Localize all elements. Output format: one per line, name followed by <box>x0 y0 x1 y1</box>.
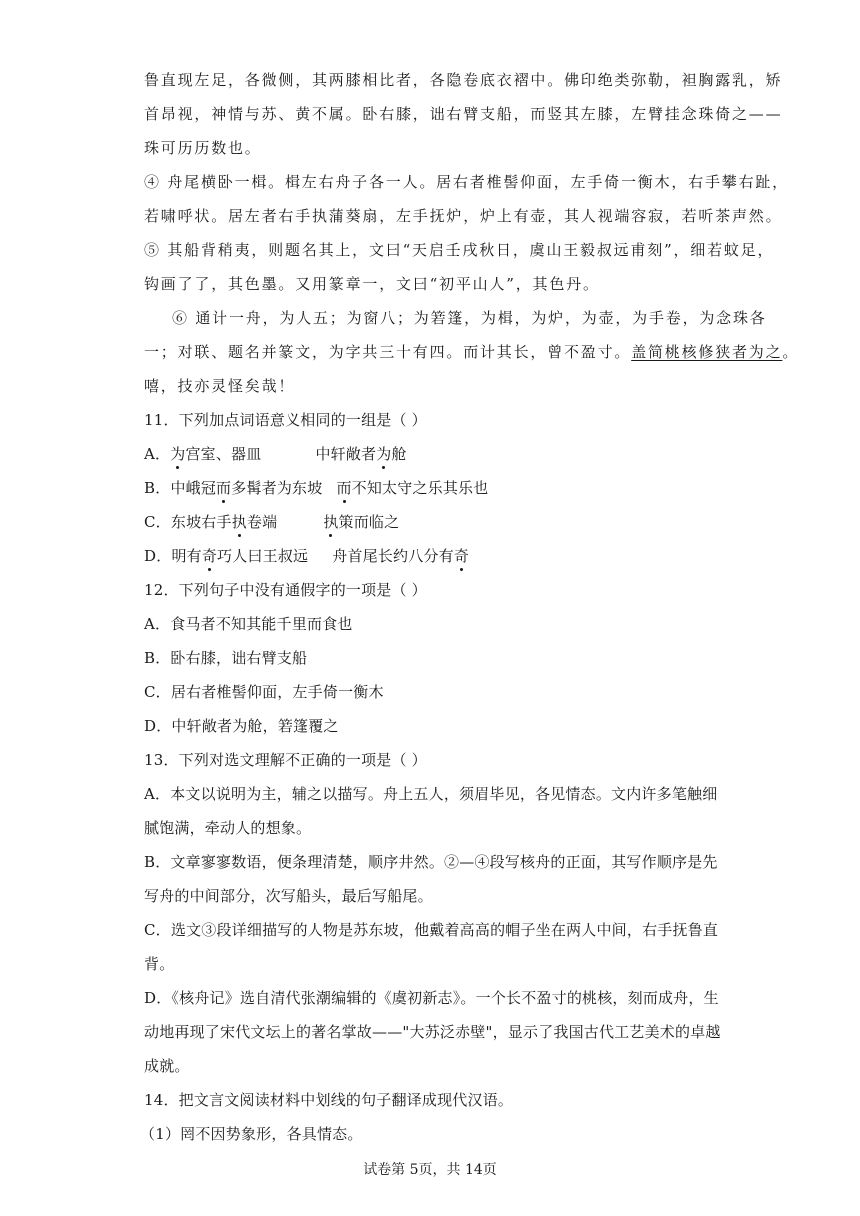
question-11-stem: 11．下列加点词语意义相同的一组是（ ） <box>144 411 427 429</box>
option-text: 多髯者为东坡 <box>231 479 323 497</box>
option-text: 巧人曰王叔远 <box>217 547 309 565</box>
question-12-option-b: B．卧右膝，诎右臂支船 <box>144 649 308 667</box>
question-14-stem: 14．把文言文阅读材料中划线的句子翻译成现代汉语。 <box>144 1091 514 1109</box>
question-14-sub-1: （1）罔不因势象形，各具情态。 <box>140 1125 363 1143</box>
question-12-option-c: C．居右者椎髻仰面，左手倚一衡木 <box>144 683 384 701</box>
question-13-option-c: C．选文③段详细描写的人物是苏东坡，他戴着高高的帽子坐在两人中间，右手抚鲁直 <box>144 921 719 939</box>
option-text: 舟首尾长约八分有 <box>332 547 454 565</box>
passage-paragraph-4-line: ④ 舟尾横卧一楫。楫左右舟子各一人。居右者椎髻仰面，左手倚一衡木，右手攀右趾， <box>144 173 789 191</box>
option-label: A． <box>144 445 171 463</box>
option-text: 舱 <box>391 445 407 463</box>
passage-line: 首昂视，神情与苏、黄不属。卧右膝，诎右臂支船，而竖其左膝，左臂挂念珠倚之—— <box>144 105 783 123</box>
passage-paragraph-6-line: 嘻，技亦灵怪矣哉！ <box>144 377 296 395</box>
passage-paragraph-6-line <box>144 342 799 362</box>
option-text: 不知太守之乐其乐也 <box>351 479 489 497</box>
dotted-word: 为 <box>170 445 186 463</box>
underlined-sentence: 盖简桃核修狭者为之 <box>631 343 783 361</box>
dotted-word: 执 <box>323 513 339 531</box>
option-text: 策而临之 <box>338 513 400 531</box>
passage-paragraph-5-line: 钩画了了，其色墨。又用篆章一，文曰“初平山人”，其色丹。 <box>144 275 600 293</box>
passage-line: 珠可历历数也。 <box>144 139 262 157</box>
question-11-option-d <box>144 546 469 566</box>
question-13-option-a-cont: 腻饱满，牵动人的想象。 <box>144 819 312 837</box>
option-text: 中峨冠 <box>170 479 217 497</box>
question-13-option-a: A．本文以说明为主，辅之以描写。舟上五人，须眉毕见，各见情态。文内许多笔触细 <box>144 785 718 803</box>
dotted-word: 而 <box>216 479 232 497</box>
dotted-word: 为 <box>376 445 392 463</box>
question-11-option-b <box>144 478 488 498</box>
question-12-option-a: A．食马者不知其能千里而食也 <box>144 615 353 633</box>
question-12-option-d: D．中轩敞者为舱，箬篷覆之 <box>144 717 339 735</box>
dotted-word: 奇 <box>201 547 218 565</box>
option-text: 卷端 <box>246 513 278 531</box>
page-footer: 试卷第 5页，共 14页 <box>363 1162 497 1178</box>
passage-text: 。 <box>782 343 800 361</box>
passage-text: 一；对联、题名并篆文，为字共三十有四。而计其长，曾不盈寸。 <box>144 343 632 361</box>
option-text: 宫室、器皿 <box>185 445 262 463</box>
option-text: 中轩敞者 <box>315 445 377 463</box>
question-13-stem: 13．下列对选文理解不正确的一项是（ ） <box>144 751 427 769</box>
question-13-option-d-cont: 成就。 <box>144 1057 190 1075</box>
passage-paragraph-6-line: ⑥ 通计一舟，为人五；为窗八；为箬篷，为楫，为炉，为壶，为手卷，为念珠各 <box>172 309 767 327</box>
question-13-option-d-cont: 动地再现了宋代文坛上的著名掌故——"大苏泛赤壁"，显示了我国古代工艺美术的卓越 <box>144 1023 721 1041</box>
option-label: B． <box>144 479 171 497</box>
dotted-word: 而 <box>336 479 352 497</box>
option-text: 东坡右手 <box>170 513 232 531</box>
question-11-option-c <box>144 512 399 532</box>
question-12-stem: 12．下列句子中没有通假字的一项是（ ） <box>144 581 427 599</box>
dotted-word: 奇 <box>453 547 470 565</box>
passage-paragraph-5-line: ⑤ 其船背稍夷，则题名其上，文曰“天启壬戌秋日，虞山王毅叔远甫刻”，细若蚊足， <box>144 241 775 259</box>
option-label: D． <box>144 547 172 565</box>
option-label: C． <box>144 513 171 531</box>
passage-paragraph-4-line: 若啸呼状。居左者右手执蒲葵扇，左手抚炉，炉上有壶，其人视端容寂，若听茶声然。 <box>144 207 783 225</box>
question-13-option-c-cont: 背。 <box>144 955 175 973</box>
dotted-word: 执 <box>231 513 247 531</box>
question-13-option-b-cont: 写舟的中间部分，次写船头，最后写船尾。 <box>144 887 433 905</box>
question-11-option-a <box>144 444 407 464</box>
passage-line: 鲁直现左足，各微侧，其两膝相比者，各隐卷底衣褶中。佛印绝类弥勒，袒胸露乳，矫 <box>144 71 783 89</box>
question-13-option-d: D．《核舟记》选自清代张潮编辑的《虞初新志》。一个长不盈寸的桃核，刻而成舟，生 <box>144 989 719 1007</box>
question-13-option-b: B．文章寥寥数语，便条理清楚，顺序井然。②—④段写核舟的正面，其写作顺序是先 <box>144 853 718 871</box>
option-text: 明有 <box>171 547 202 565</box>
